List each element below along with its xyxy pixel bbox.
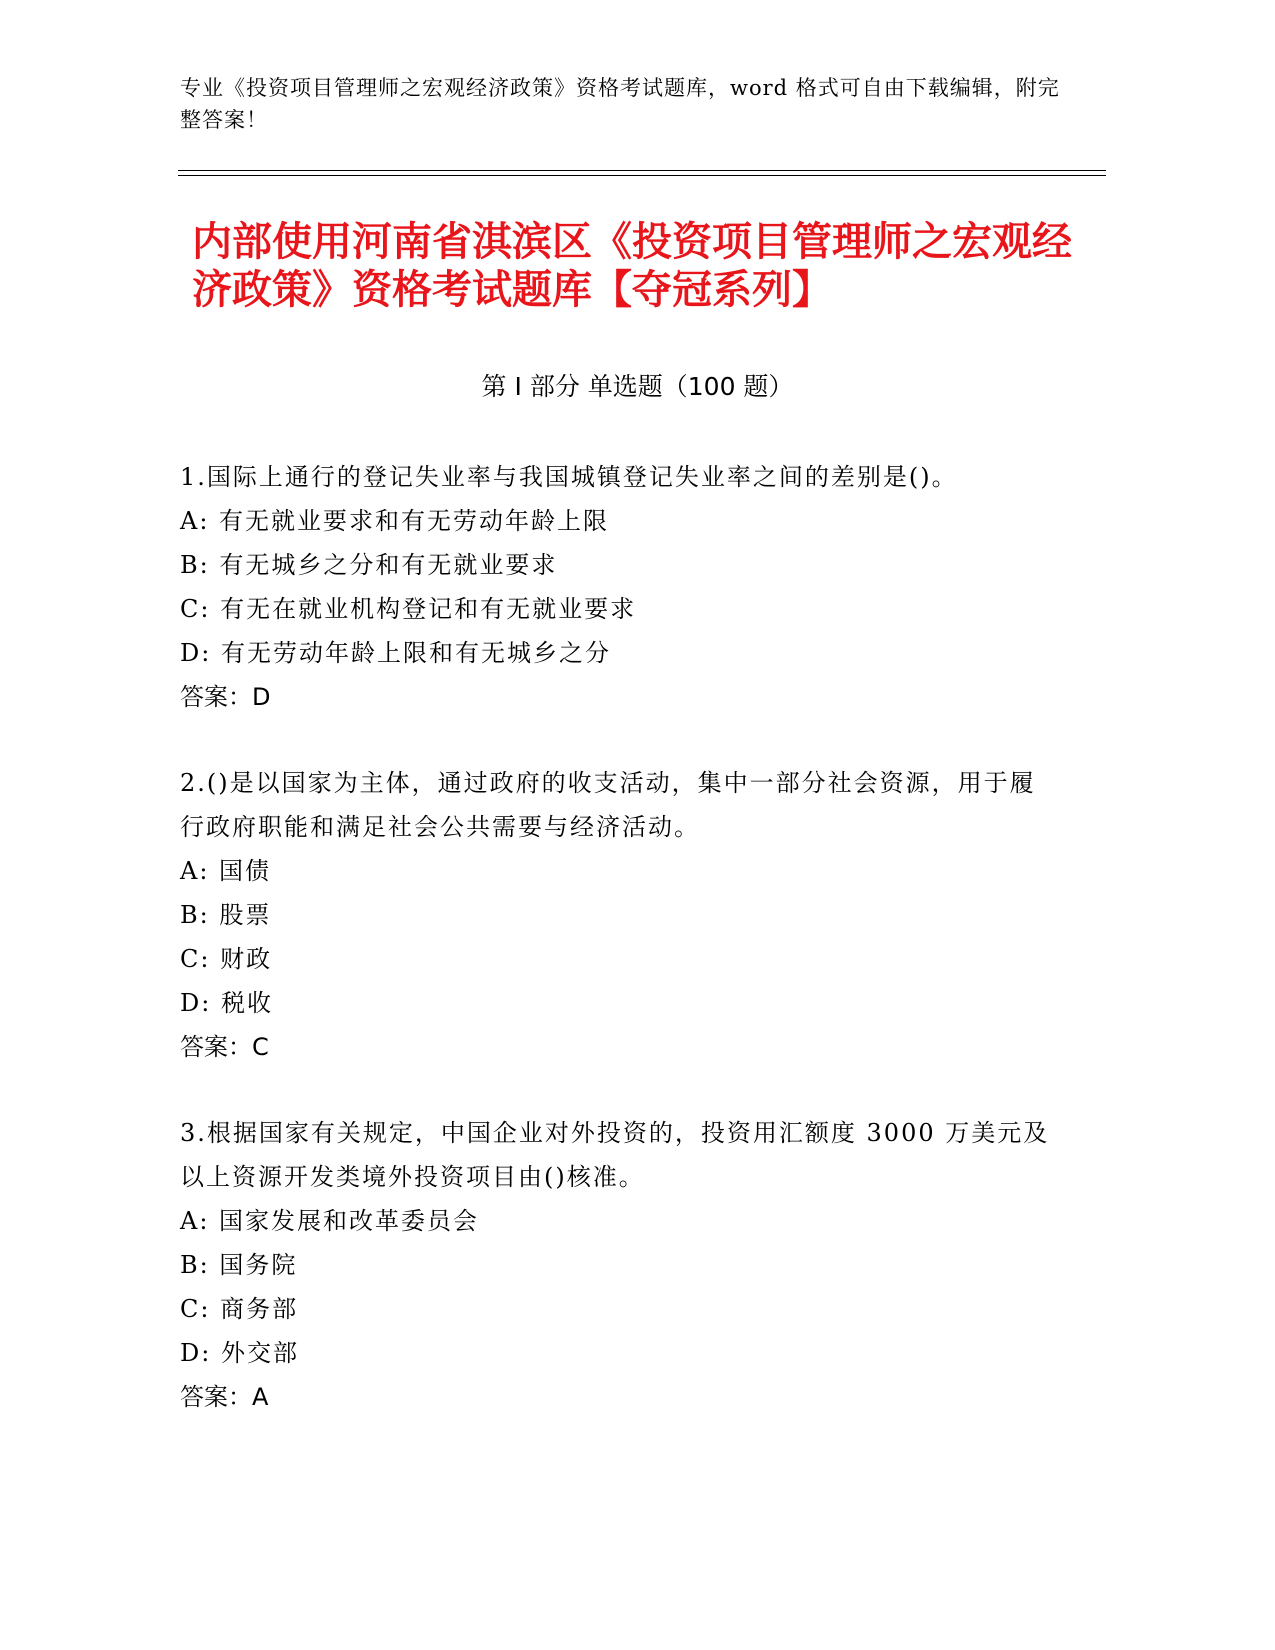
option-b: B: 国务院	[180, 1251, 298, 1279]
option-a: A: 有无就业要求和有无劳动年龄上限	[180, 507, 610, 535]
question-1	[180, 455, 1050, 719]
question-stem: 1.国际上通行的登记失业率与我国城镇登记失业率之间的差别是()。	[180, 463, 958, 491]
header-note: 专业《投资项目管理师之宏观经济政策》资格考试题库，word 格式可自由下载编辑，附完整答案！	[180, 76, 1060, 132]
answer: 答案：D	[180, 683, 271, 711]
question-stem: 2.()是以国家为主体，通过政府的收支活动，集中一部分社会资源，用于履行政府职能和满足社会公共需要与经济活动。	[180, 769, 1036, 841]
option-d: D: 外交部	[180, 1339, 299, 1367]
option-b: B: 股票	[180, 901, 272, 929]
option-a: A: 国债	[180, 857, 272, 885]
option-d: D: 有无劳动年龄上限和有无城乡之分	[180, 639, 611, 667]
option-d: D: 税收	[180, 989, 273, 1017]
section-heading: 第 I 部分 单选题（100 题）	[481, 372, 794, 401]
question-stem: 3.根据国家有关规定，中国企业对外投资的，投资用汇额度 3000 万美元及以上资源开发类境外投资项目由()核准。	[180, 1119, 1050, 1191]
question-3	[180, 1111, 1050, 1419]
question-2	[180, 761, 1050, 1069]
option-c: C: 有无在就业机构登记和有无就业要求	[180, 595, 637, 623]
answer: 答案：A	[180, 1383, 269, 1411]
document-title: 内部使用河南省淇滨区《投资项目管理师之宏观经济政策》资格考试题库【夺冠系列】	[192, 219, 1072, 313]
header-divider-bottom	[178, 175, 1106, 176]
option-a: A: 国家发展和改革委员会	[180, 1207, 480, 1235]
question-list	[180, 455, 1050, 1461]
option-c: C: 财政	[180, 945, 273, 973]
option-c: C: 商务部	[180, 1295, 299, 1323]
header-divider-top	[178, 170, 1106, 171]
option-b: B: 有无城乡之分和有无就业要求	[180, 551, 558, 579]
answer: 答案：C	[180, 1033, 269, 1061]
